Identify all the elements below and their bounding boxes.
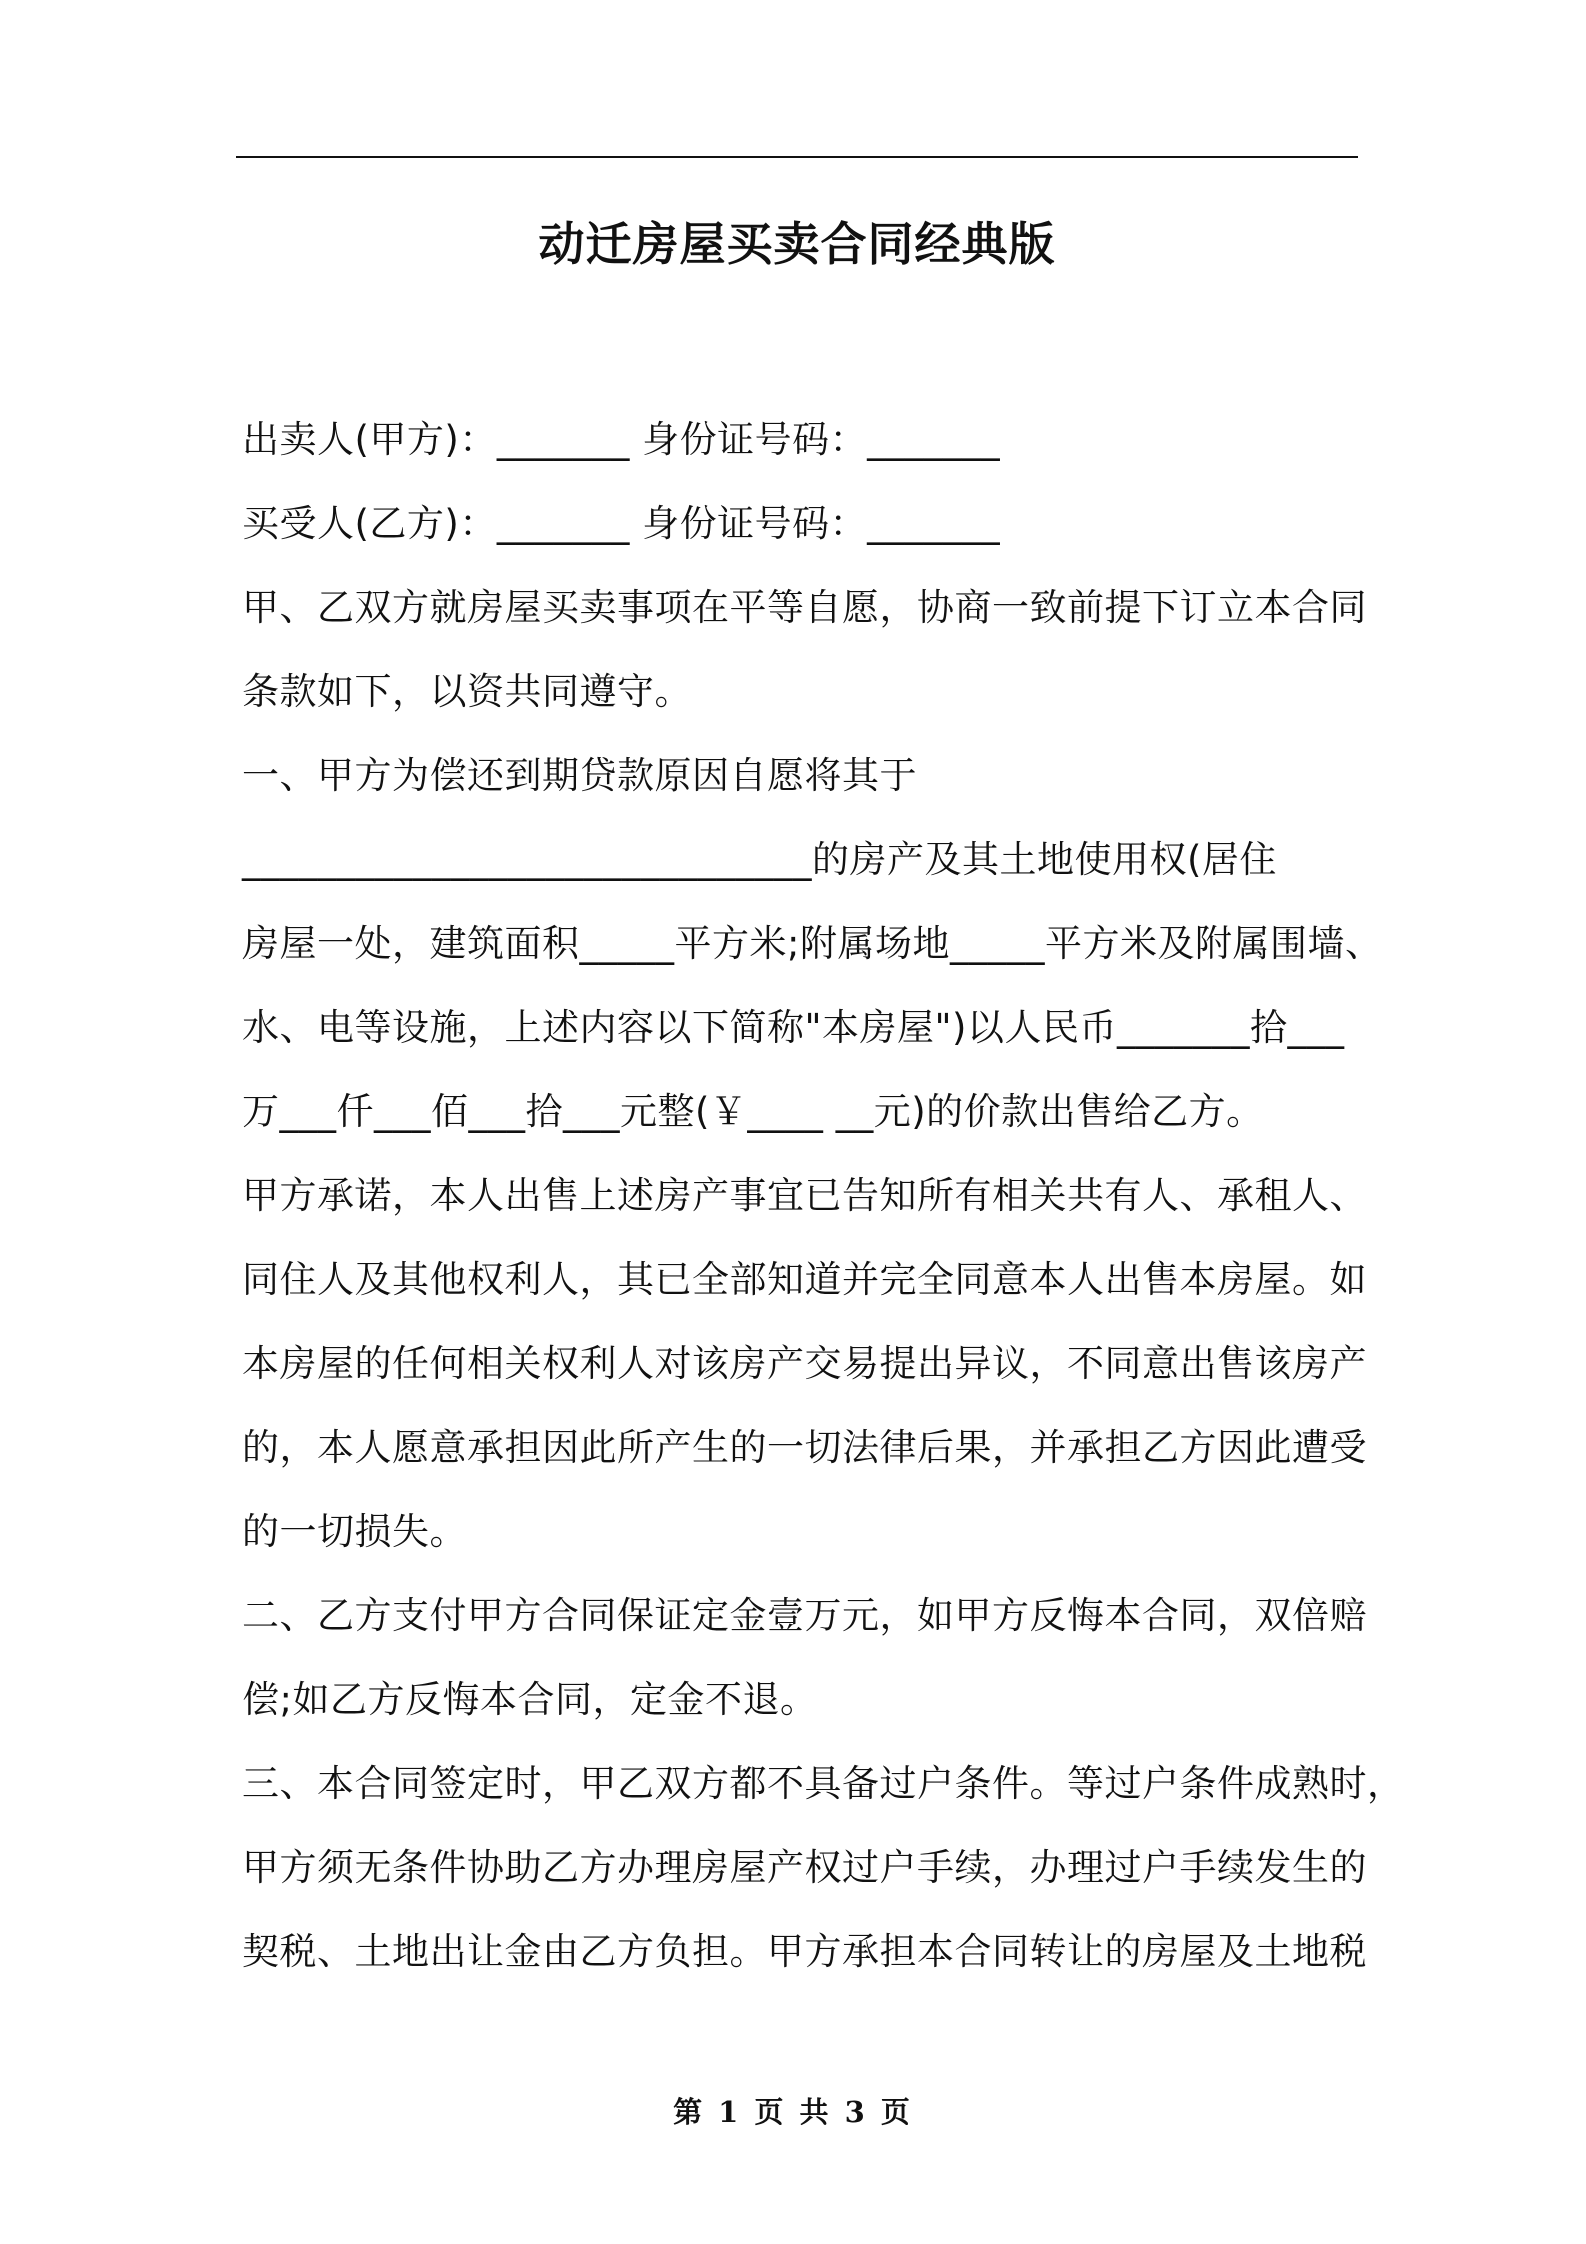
text-line: 水、电等设施，上述内容以下简称"本房屋")以人民币_______拾___	[242, 1006, 1345, 1049]
text-line: 万___仟___佰___拾___元整(￥____ __元)的价款出售给乙方。	[242, 1090, 1264, 1133]
document-title: 动迁房屋买卖合同经典版	[538, 217, 1056, 271]
page-number: 第 1 页 共 3 页	[673, 2095, 913, 2129]
text-line: 二、乙方支付甲方合同保证定金壹万元，如甲方反悔本合同，双倍赔	[242, 1594, 1367, 1637]
text-line: 买受人(乙方)：_______ 身份证号码：_______	[242, 502, 1001, 545]
text-line: 条款如下，以资共同遵守。	[242, 670, 692, 713]
text-line: 一、甲方为偿还到期贷款原因自愿将其于	[242, 754, 917, 797]
text-line: 本房屋的任何相关权利人对该房产交易提出异议，不同意出售该房产	[242, 1342, 1367, 1385]
text-line: 同住人及其他权利人，其已全部知道并完全同意本人出售本房屋。如	[242, 1258, 1367, 1301]
text-line: 甲方承诺，本人出售上述房产事宜已告知所有相关共有人、承租人、	[242, 1174, 1367, 1217]
text-line: 甲、乙双方就房屋买卖事项在平等自愿，协商一致前提下订立本合同	[242, 586, 1367, 629]
text-line: 的，本人愿意承担因此所产生的一切法律后果，并承担乙方因此遭受	[242, 1426, 1367, 1469]
contract-body	[242, 408, 1405, 2004]
text-line: 三、本合同签定时，甲乙双方都不具备过户条件。等过户条件成熟时，	[242, 1762, 1405, 1805]
text-line: 契税、土地出让金由乙方负担。甲方承担本合同转让的房屋及土地税	[242, 1930, 1367, 1973]
text-line: 偿;如乙方反悔本合同，定金不退。	[242, 1678, 818, 1721]
header-rule	[236, 156, 1358, 158]
text-line: 房屋一处，建筑面积_____平方米;附属场地_____平方米及附属围墙、	[242, 922, 1383, 965]
text-line: 出卖人(甲方)：_______ 身份证号码：_______	[242, 418, 1001, 461]
text-line: ______________________________的房产及其土地使用权(居住	[242, 838, 1277, 881]
text-line: 的一切损失。	[242, 1510, 467, 1553]
text-line: 甲方须无条件协助乙方办理房屋产权过户手续，办理过户手续发生的	[242, 1846, 1367, 1889]
